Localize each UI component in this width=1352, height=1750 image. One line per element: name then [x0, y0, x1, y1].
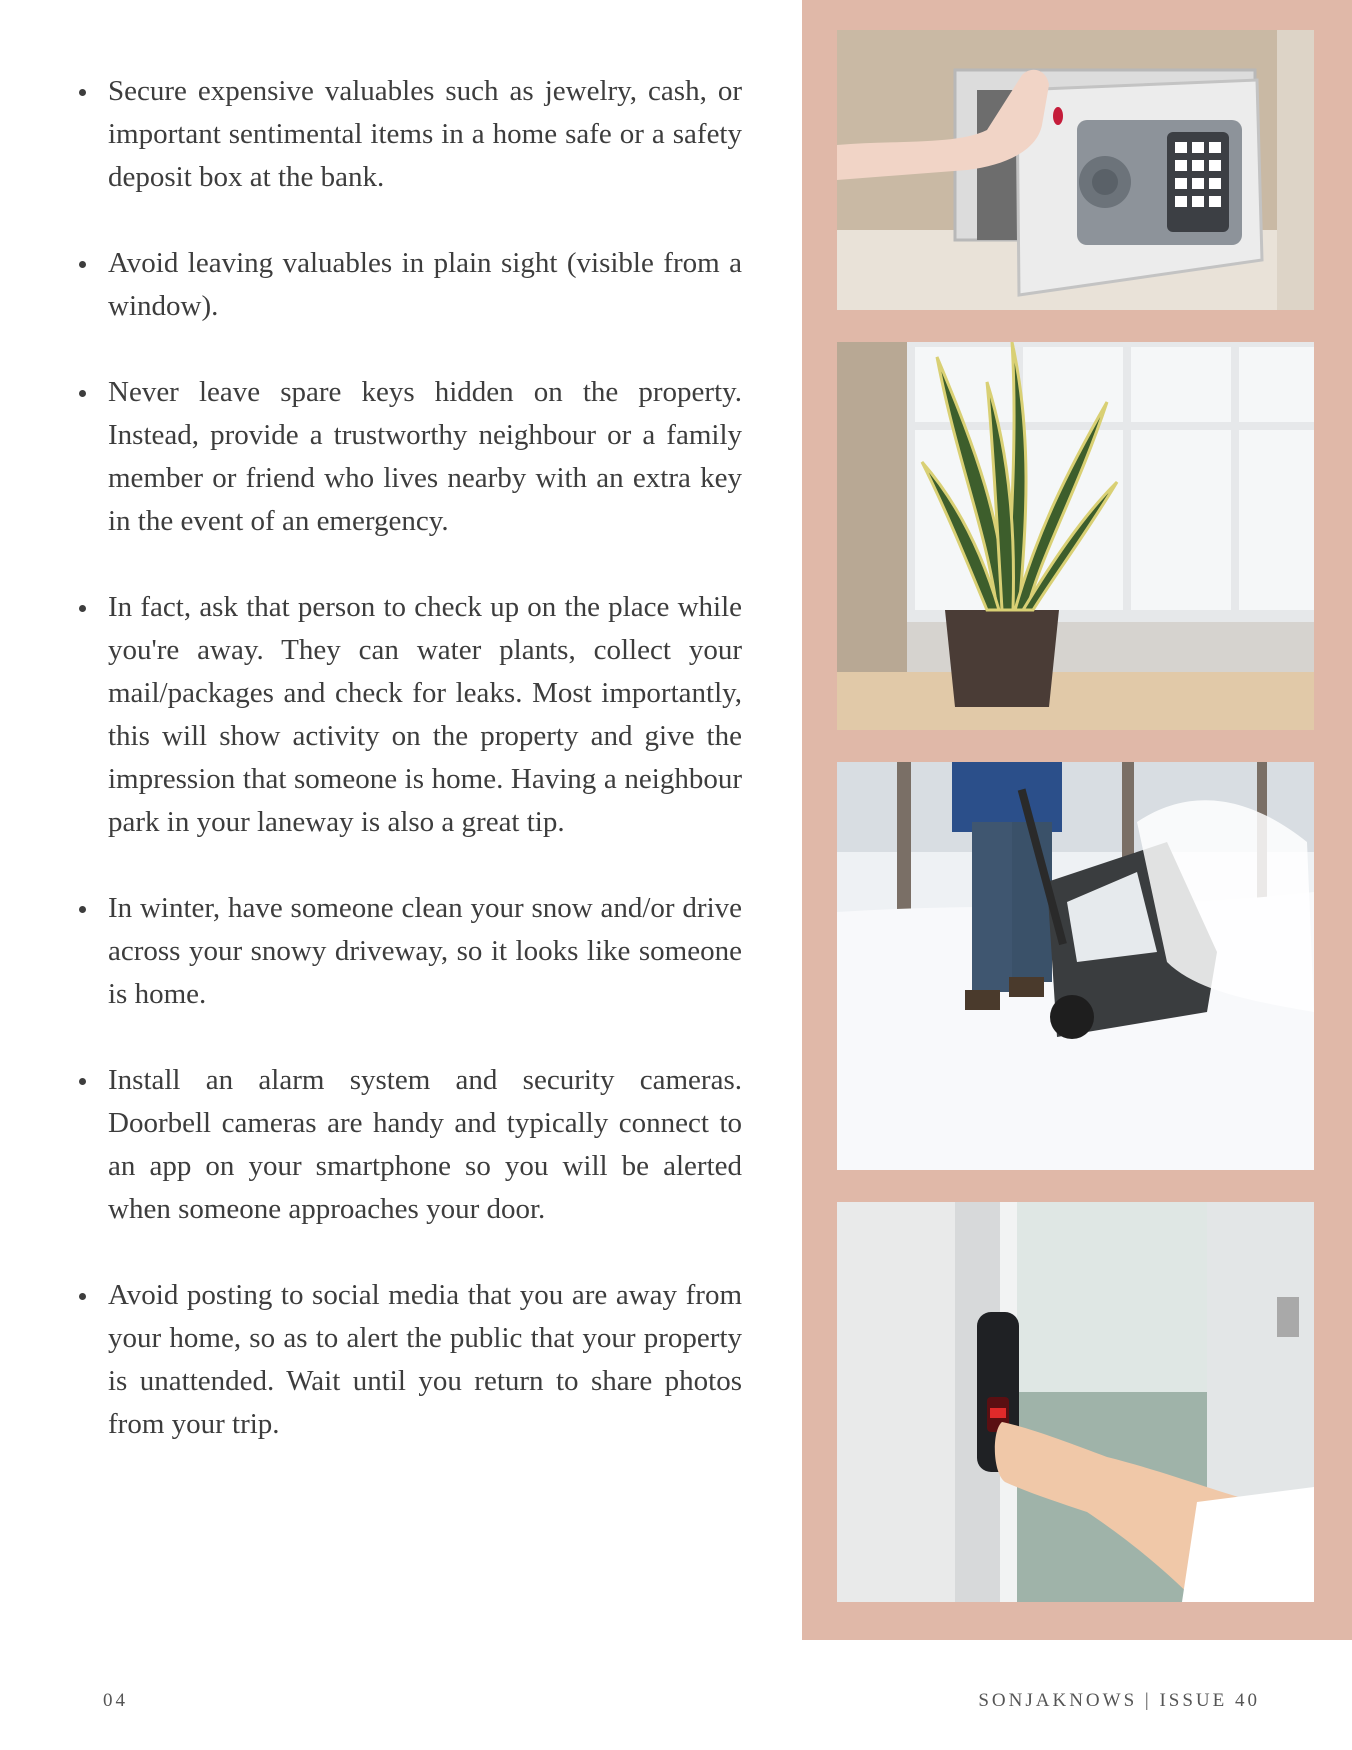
tip-item: Install an alarm system and security cameras. Doorbell cameras are handy and typically connect to an app on your smartphone so you will be alerted when someone approaches your door.	[72, 1059, 742, 1231]
photo-panel	[802, 0, 1352, 1640]
fingerprint-lock-photo	[837, 1202, 1314, 1602]
tip-item: In winter, have someone clean your snow and/or drive across your snowy driveway, so it looks like someone is home.	[72, 887, 742, 1016]
tip-item: Avoid leaving valuables in plain sight (visible from a window).	[72, 242, 742, 328]
tip-item: Secure expensive valuables such as jewelry, cash, or important sentimental items in a home safe or a safety deposit box at the bank.	[72, 70, 742, 199]
tip-item: In fact, ask that person to check up on the place while you're away. They can water plants, collect your mail/packages and check for leaks. Most importantly, this will show activity on the property and give the impression that someone is home. Having a neighbour park in your laneway is also a great tip.	[72, 586, 742, 844]
plant-window-photo	[837, 342, 1314, 730]
page-number: 04	[103, 1690, 128, 1711]
snow-blower-photo	[837, 762, 1314, 1170]
tip-item: Never leave spare keys hidden on the property. Instead, provide a trustworthy neighbour or a family member or friend who lives nearby with an extra key in the event of an emergency.	[72, 371, 742, 543]
issue-label: SONJAKNOWS | ISSUE 40	[978, 1690, 1260, 1711]
tips-list	[72, 70, 742, 1489]
home-safe-photo	[837, 30, 1314, 310]
tip-item: Avoid posting to social media that you are away from your home, so as to alert the public that your property is unattended. Wait until you return to share photos from your trip.	[72, 1274, 742, 1446]
